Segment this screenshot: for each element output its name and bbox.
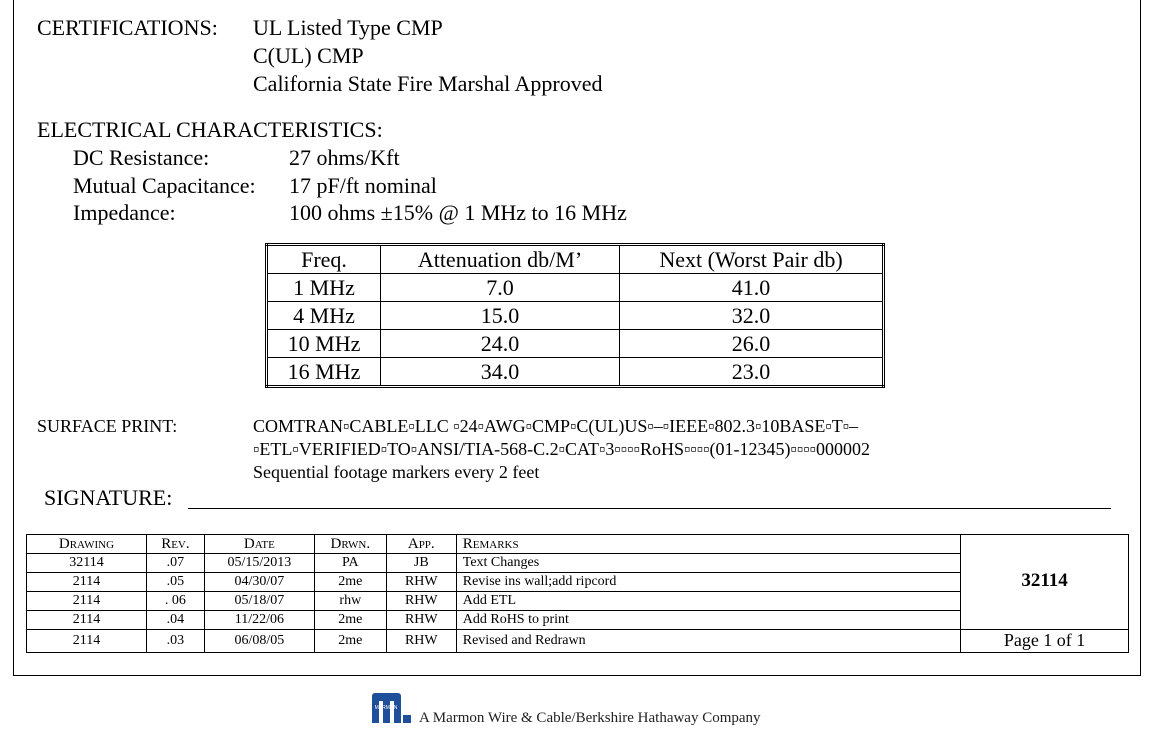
attenuation-cell: 7.0 bbox=[381, 274, 620, 302]
surface-print-line: ▫ETL▫VERIFIED▫TO▫ANSI/TIA-568-C.2▫CAT▫3▫▫▫▫RoHS▫▫▫▫(01-12345)▫▫▫▫000002 bbox=[253, 439, 870, 459]
electrical-value: 27 ohms/Kft bbox=[289, 145, 400, 170]
revision-cell: 2114 bbox=[27, 573, 147, 592]
attenuation-cell: 1 MHz bbox=[267, 274, 381, 302]
revision-cell: PA bbox=[314, 554, 386, 573]
certification-line: California State Fire Marshal Approved bbox=[253, 71, 603, 96]
attenuation-cell: 16 MHz bbox=[267, 358, 381, 387]
attenuation-cell: 41.0 bbox=[620, 274, 884, 302]
attenuation-cell: 32.0 bbox=[620, 302, 884, 330]
attenuation-row bbox=[267, 358, 884, 387]
revision-cell: 2me bbox=[314, 630, 386, 653]
attenuation-row bbox=[267, 330, 884, 358]
footer-company: A Marmon Wire & Cable/Berkshire Hathaway Company bbox=[419, 710, 761, 726]
revision-cell: 06/08/05 bbox=[204, 630, 314, 653]
revision-cell: 04/30/07 bbox=[204, 573, 314, 592]
attenuation-header: Next (Worst Pair db) bbox=[620, 245, 884, 274]
revision-cell: 32114 bbox=[27, 554, 147, 573]
surface-print-line: Sequential footage markers every 2 feet bbox=[253, 462, 540, 482]
revision-cell: Revised and Redrawn bbox=[456, 630, 960, 653]
attenuation-cell: 24.0 bbox=[381, 330, 620, 358]
attenuation-header: Attenuation db/M’ bbox=[381, 245, 620, 274]
revision-cell: 2114 bbox=[27, 630, 147, 653]
electrical-value: 17 pF/ft nominal bbox=[289, 173, 437, 198]
revision-cell: .04 bbox=[146, 611, 204, 630]
revision-header: Remarks bbox=[456, 535, 960, 554]
attenuation-row bbox=[267, 274, 884, 302]
revision-cell: RHW bbox=[386, 573, 456, 592]
revision-cell: .05 bbox=[146, 573, 204, 592]
revision-cell: Add ETL bbox=[456, 592, 960, 611]
attenuation-cell: 4 MHz bbox=[267, 302, 381, 330]
surface-print-label: SURFACE PRINT: bbox=[37, 416, 178, 436]
revision-cell: 05/18/07 bbox=[204, 592, 314, 611]
revision-cell: .03 bbox=[146, 630, 204, 653]
drawing-number: 32114 bbox=[1021, 570, 1068, 591]
revision-header: Drwn. bbox=[314, 535, 386, 554]
electrical-value: 100 ohms ±15% @ 1 MHz to 16 MHz bbox=[289, 200, 627, 225]
revision-row bbox=[27, 630, 1129, 653]
attenuation-header-row bbox=[267, 245, 884, 274]
revision-header: App. bbox=[386, 535, 456, 554]
certification-line: C(UL) CMP bbox=[253, 43, 364, 68]
revision-cell: 2114 bbox=[27, 611, 147, 630]
revision-cell: .07 bbox=[146, 554, 204, 573]
electrical-heading: ELECTRICAL CHARACTERISTICS: bbox=[37, 117, 383, 142]
electrical-label: Mutual Capacitance: bbox=[73, 173, 256, 198]
attenuation-cell: 23.0 bbox=[620, 358, 884, 387]
revision-cell: 11/22/06 bbox=[204, 611, 314, 630]
certification-line: UL Listed Type CMP bbox=[253, 15, 443, 40]
revision-cell: 2114 bbox=[27, 592, 147, 611]
electrical-label: Impedance: bbox=[73, 200, 176, 225]
attenuation-cell: 15.0 bbox=[381, 302, 620, 330]
attenuation-cell: 26.0 bbox=[620, 330, 884, 358]
revision-cell: 05/15/2013 bbox=[204, 554, 314, 573]
page-number: Page 1 of 1 bbox=[1003, 629, 1086, 650]
revision-header-row bbox=[27, 535, 1129, 554]
attenuation-header: Freq. bbox=[267, 245, 381, 274]
marmon-logo-icon bbox=[370, 691, 412, 725]
revision-cell: RHW bbox=[386, 630, 456, 653]
surface-print-line: COMTRAN▫CABLE▫LLC ▫24▫AWG▫CMP▫C(UL)US▫–▫IEEE▫802.3▫10BASE▫T▫– bbox=[253, 416, 859, 436]
revision-cell: Revise ins wall;add ripcord bbox=[456, 573, 960, 592]
drawing-number-cell bbox=[961, 535, 1129, 630]
page-number-cell bbox=[961, 630, 1129, 653]
revision-cell: 2me bbox=[314, 611, 386, 630]
revision-cell: Text Changes bbox=[456, 554, 960, 573]
revision-table bbox=[26, 534, 1129, 653]
revision-cell: rhw bbox=[314, 592, 386, 611]
revision-cell: RHW bbox=[386, 592, 456, 611]
attenuation-row bbox=[267, 302, 884, 330]
revision-cell: JB bbox=[386, 554, 456, 573]
attenuation-table bbox=[265, 243, 885, 388]
attenuation-cell: 10 MHz bbox=[267, 330, 381, 358]
revision-cell: Add RoHS to print bbox=[456, 611, 960, 630]
signature-line[interactable] bbox=[188, 508, 1111, 509]
revision-cell: RHW bbox=[386, 611, 456, 630]
revision-cell: 2me bbox=[314, 573, 386, 592]
signature-label: SIGNATURE: bbox=[44, 485, 173, 510]
attenuation-cell: 34.0 bbox=[381, 358, 620, 387]
revision-cell: . 06 bbox=[146, 592, 204, 611]
revision-header: Date bbox=[204, 535, 314, 554]
electrical-label: DC Resistance: bbox=[73, 145, 210, 170]
revision-header: Rev. bbox=[146, 535, 204, 554]
revision-header: Drawing bbox=[27, 535, 147, 554]
logo-text: MARMON bbox=[374, 705, 398, 711]
certifications-label: CERTIFICATIONS: bbox=[37, 15, 218, 40]
